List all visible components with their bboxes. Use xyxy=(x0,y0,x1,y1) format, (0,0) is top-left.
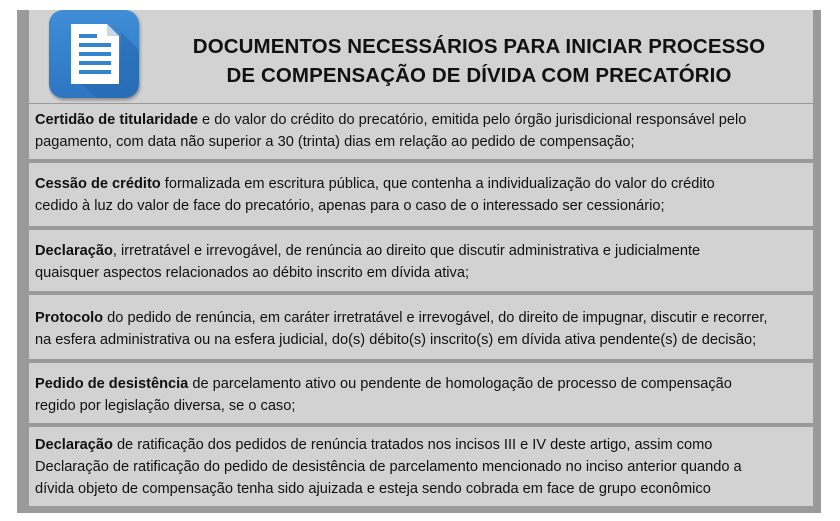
item-bold-label: Certidão de titularidade xyxy=(35,112,198,128)
page-title xyxy=(149,32,809,90)
item-bold-label: Cessão de crédito xyxy=(35,176,161,192)
list-item-declaracao-ratificacao xyxy=(29,427,813,506)
item-bold-label: Protocolo xyxy=(35,310,104,326)
item-text: de ratificação dos pedidos de renúncia tratados nos incisos III e IV deste artigo, assim como xyxy=(112,437,713,453)
list-item-certidao xyxy=(29,104,813,159)
item-text: dívida objeto de compensação tenha sido ajuizada e esteja sendo cobrada em face de grupo econômico xyxy=(35,481,711,497)
title-line-2: DE COMPENSAÇÃO DE DÍVIDA COM PRECATÓRIO xyxy=(226,64,732,87)
item-text: de parcelamento ativo ou pendente de homologação de processo de compensação xyxy=(188,376,732,392)
item-bold-label: Declaração xyxy=(35,437,113,453)
document-icon xyxy=(49,10,139,98)
item-text: na esfera administrativa ou na esfera judicial, do(s) débito(s) inscrito(s) em dívida ativa pendente(s) de decisão; xyxy=(35,332,757,348)
header-panel xyxy=(29,10,813,103)
title-line-1: DOCUMENTOS NECESSÁRIOS PARA INICIAR PROCESSO xyxy=(192,35,766,58)
list-item-declaracao-renuncia xyxy=(29,230,813,291)
list-item-cessao xyxy=(29,163,813,226)
document-frame xyxy=(17,10,821,513)
item-text: formalizada em escritura pública, que contenha a individualização do valor do crédito xyxy=(160,176,715,192)
list-item-pedido-desistencia xyxy=(29,363,813,423)
item-text: do pedido de renúncia, em caráter irretratável e irrevogável, do direito de impugnar, discutir e recorrer, xyxy=(103,310,768,326)
item-bold-label: Pedido de desistência xyxy=(35,376,189,392)
item-text: cedido à luz do valor de face do precatório, apenas para o caso de o interessado ser cessionário; xyxy=(35,198,665,214)
item-text: quaisquer aspectos relacionados ao débito inscrito em dívida ativa; xyxy=(35,265,470,281)
item-text: regido por legislação diversa, se o caso; xyxy=(35,398,296,414)
item-text: Declaração de ratificação do pedido de desistência de parcelamento mencionado no inciso anterior quando a xyxy=(35,459,742,475)
list-item-protocolo xyxy=(29,295,813,359)
item-bold-label: Declaração xyxy=(35,243,113,259)
item-text: pagamento, com data não superior a 30 (trinta) dias em relação ao pedido de compensação; xyxy=(35,134,635,150)
item-text: e do valor do crédito do precatório, emitida pelo órgão jurisdicional responsável pelo xyxy=(198,112,747,128)
item-text: , irretratável e irrevogável, de renúncia ao direito que discutir administrativa e judicialmente xyxy=(112,243,701,259)
